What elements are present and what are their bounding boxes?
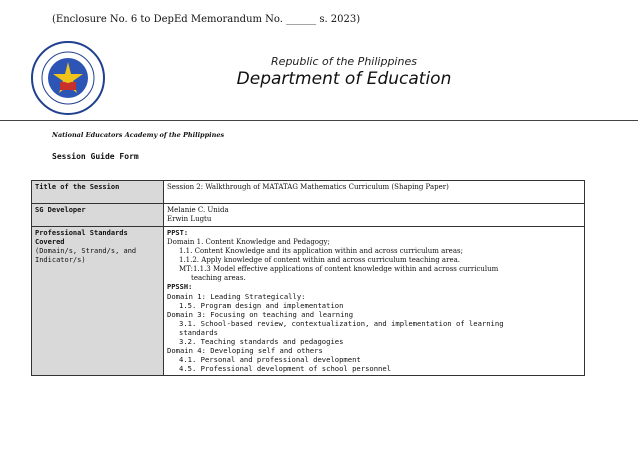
- department-heading: Department of Education: [236, 69, 452, 89]
- title-label-cell: [32, 181, 164, 204]
- session-table: [31, 180, 585, 376]
- republic-heading: Republic of the Philippines: [271, 55, 417, 68]
- ppst-heading: PPST:: [167, 229, 189, 237]
- developer-value-cell: [164, 204, 585, 227]
- developer-label-cell: [32, 204, 164, 227]
- ppssh-line: 3.2. Teaching standards and pedagogies: [179, 337, 344, 346]
- ppst-line: MT:1.1.3 Model effective applications of content knowledge within and across curriculum: [179, 265, 499, 273]
- ppst-line: 1.1.2. Apply knowledge of content within and across curriculum teaching area.: [179, 256, 460, 264]
- title-value: Session 2: Walkthrough of MATATAG Mathematics Curriculum (Shaping Paper): [167, 183, 449, 191]
- ppssh-line: Domain 1: Leading Strategically:: [167, 292, 306, 301]
- ppssh-line: Domain 4: Developing self and others: [167, 346, 323, 355]
- title-value-cell: [164, 181, 585, 204]
- standards-sublabel: (Domain/s, Strand/s, and Indicator/s): [35, 247, 137, 264]
- ppssh-line: 4.5. Professional development of school personnel: [179, 364, 392, 373]
- standards-label-cell: [32, 227, 164, 376]
- developer-name: Erwin Lugtu: [167, 215, 212, 223]
- ppst-line: teaching areas.: [191, 274, 246, 282]
- table-row-developer: [32, 204, 585, 227]
- enclosure-note: (Enclosure No. 6 to DepEd Memorandum No. ______ s. 2023): [52, 14, 361, 25]
- ppssh-line: Domain 3: Focusing on teaching and learning: [167, 310, 354, 319]
- header-divider: [0, 120, 638, 121]
- table-row-standards: [32, 227, 585, 376]
- title-label: Title of the Session: [35, 183, 120, 191]
- table-row-title: [32, 181, 585, 204]
- ppst-line: Domain 1. Content Knowledge and Pedagogy;: [167, 238, 330, 246]
- ppssh-line: 3.1. School-based review, contextualization, and implementation of learning: [179, 319, 504, 328]
- ppssh-line: standards: [179, 328, 218, 337]
- ppssh-line: 4.1. Personal and professional development: [179, 355, 361, 364]
- form-title: Session Guide Form: [52, 152, 139, 161]
- developer-label: SG Developer: [35, 206, 86, 214]
- ppssh-heading: PPSSH:: [167, 283, 193, 291]
- ppst-line: 1.1. Content Knowledge and its application within and across curriculum areas;: [179, 247, 463, 255]
- standards-label: Professional Standards Covered: [35, 229, 128, 246]
- ppssh-line: 1.5. Program design and implementation: [179, 301, 344, 310]
- neap-label: National Educators Academy of the Philippines: [52, 131, 225, 139]
- developer-name: Melanie C. Unida: [167, 206, 229, 214]
- standards-value-cell: [164, 227, 585, 376]
